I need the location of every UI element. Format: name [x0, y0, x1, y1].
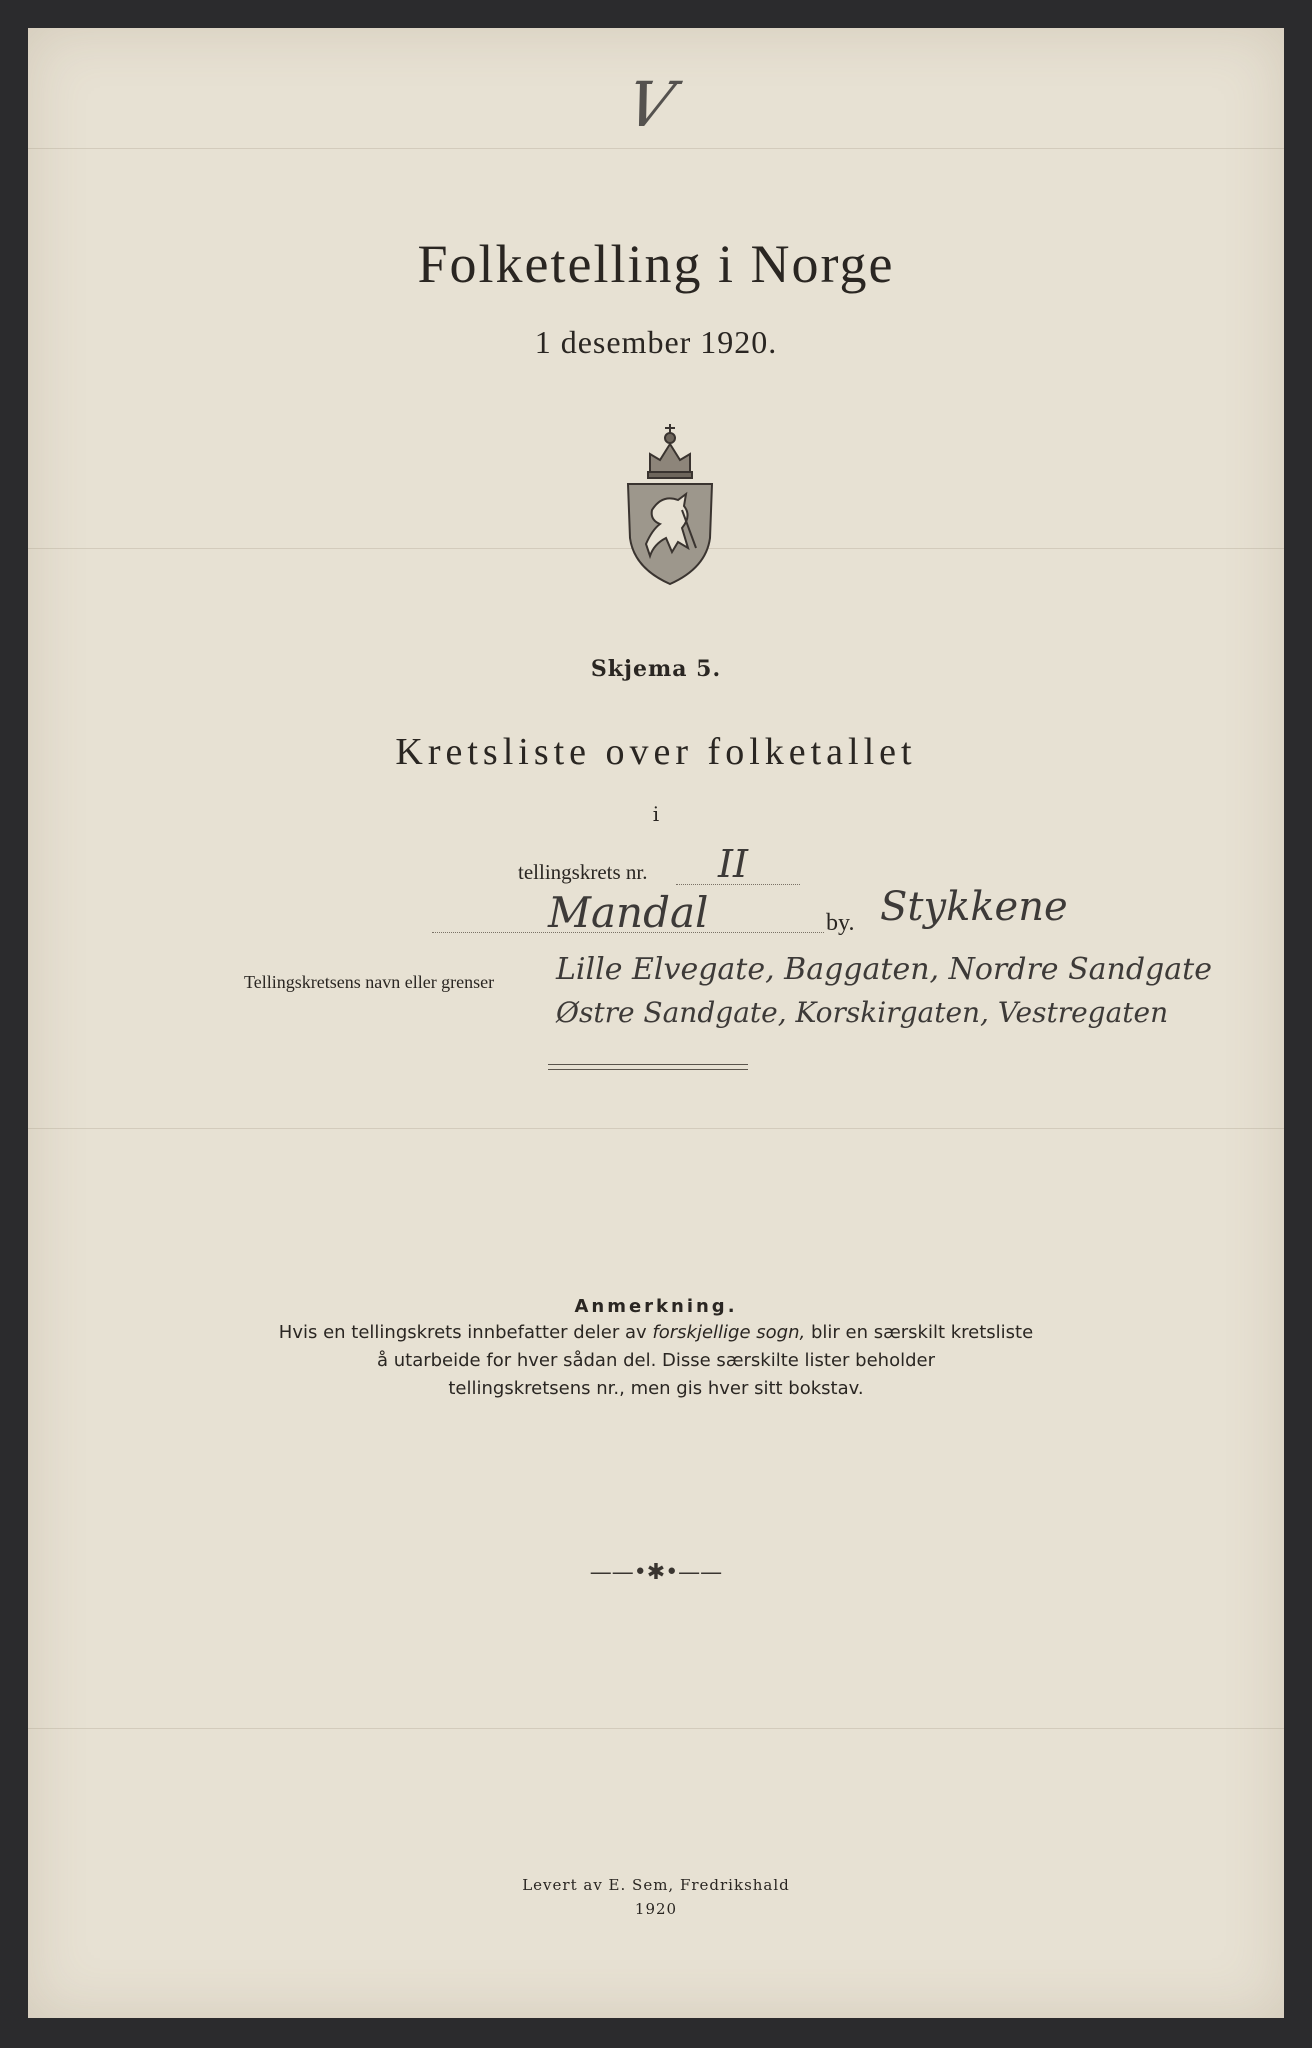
faint-bleed-line [28, 1128, 1284, 1129]
section-divider [548, 1064, 748, 1070]
coat-of-arms-icon [622, 420, 718, 588]
ornament-divider: ——•✱•—— [589, 1560, 723, 1585]
note-line-1: Hvis en tellingskrets innbefatter deler av forskjellige sogn, blir en særskilt kretsliste [278, 1322, 1034, 1343]
boundary-line-2: Østre Sandgate, Korskirgaten, Vestregaten [556, 996, 1169, 1029]
town-suffix: by. [826, 910, 855, 936]
note-line-2: å utarbeide for hver sådan del. Disse særskilte lister beholder [376, 1350, 936, 1371]
printer-year: 1920 [634, 1900, 678, 1918]
boundary-label: Tellingskretsens navn eller grenser [244, 972, 495, 992]
form-heading: Kretsliste over folketallet [395, 731, 917, 773]
town-note-value: Stykkene [880, 884, 1068, 930]
district-number-label: tellingskrets nr. [518, 860, 648, 884]
printer-imprint: Levert av E. Sem, Fredrikshald [522, 1876, 790, 1894]
faint-bleed-line [28, 1728, 1284, 1729]
schema-number: Skjema 5. [590, 656, 722, 682]
margin-roman-mark: V [620, 68, 681, 141]
district-number-value: II [718, 842, 749, 886]
census-form-page [28, 28, 1284, 2018]
boundary-line-1: Lille Elvegate, Baggaten, Nordre Sandgate [556, 952, 1212, 987]
note-heading: Anmerkning. [574, 1296, 738, 1317]
census-date: 1 desember 1920. [534, 324, 778, 360]
note-line-3: tellingskretsens nr., men gis hver sitt bokstav. [448, 1378, 864, 1399]
town-name-value: Mandal [548, 888, 709, 937]
preposition-i: i [652, 802, 660, 826]
faint-bleed-line [28, 148, 1284, 149]
form-title: Folketelling i Norge [417, 234, 895, 294]
